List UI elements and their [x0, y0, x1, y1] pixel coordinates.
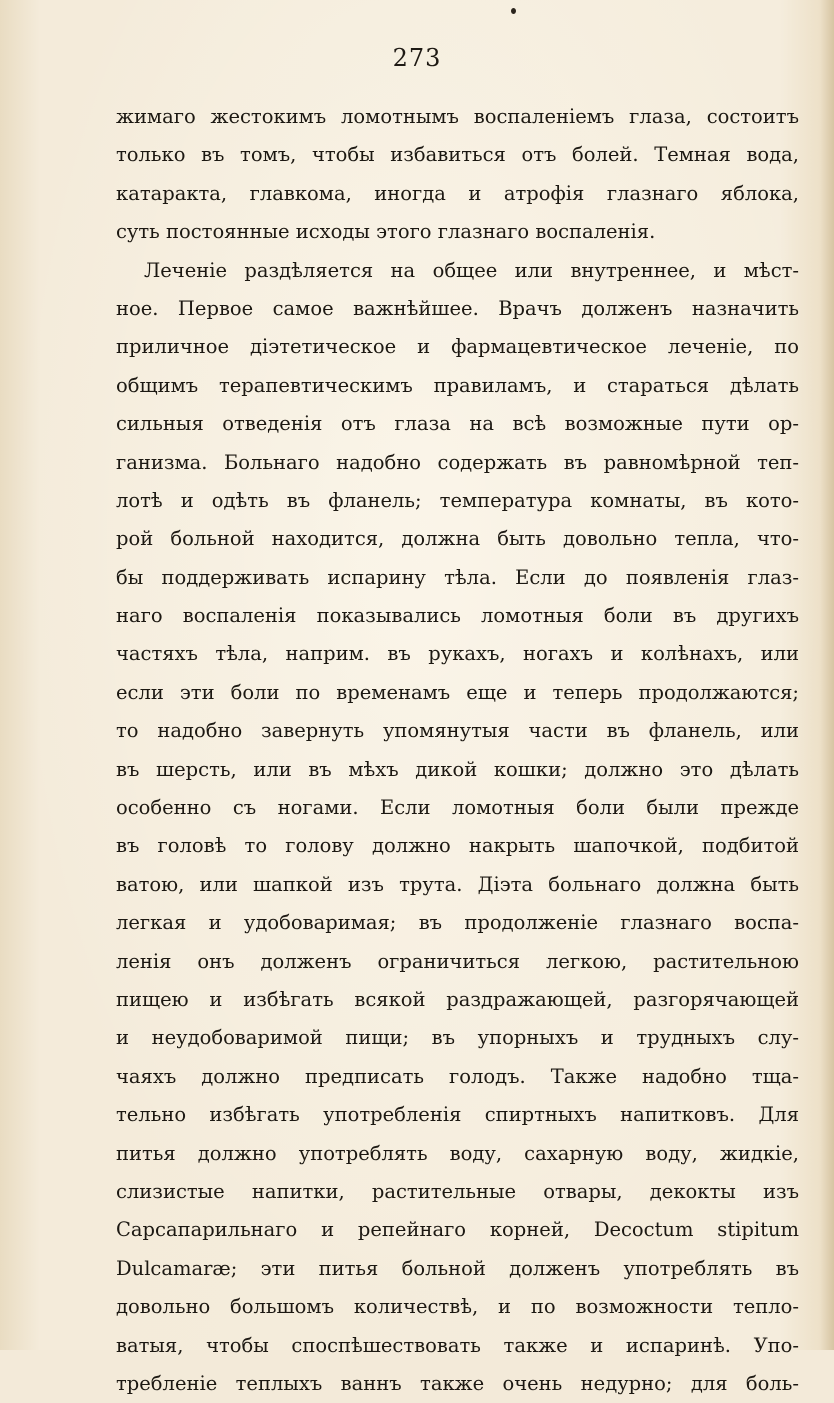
text-line: въ шерсть, или въ мѣхъ дикой кошки; должно это дѣлать	[116, 757, 799, 781]
page-number: 273	[392, 44, 442, 72]
text-line: ватою, или шапкой изъ трута. Діэта больнаго должна быть	[116, 872, 799, 896]
text-line: рой больной находится, должна быть довольно тепла, что-	[116, 527, 799, 551]
text-line: общимъ терапевтическимъ правиламъ, и стараться дѣлать	[116, 373, 799, 397]
text-line: только въ томъ, чтобы избавиться отъ болей. Темная вода,	[116, 143, 799, 167]
text-line: суть постоянные исходы этого глазнаго воспаленія.	[116, 220, 656, 244]
text-line: ватыя, чтобы споспѣшествовать также и испаринѣ. Упо-	[116, 1333, 799, 1357]
text-line: ное. Первое самое важнѣйшее. Врачъ долженъ назначить	[116, 296, 799, 320]
text-line: сильныя отведенія отъ глаза на всѣ возможные пути ор-	[116, 412, 799, 436]
text-line: легкая и удобоваримая; въ продолженіе глазнаго воспа-	[116, 911, 799, 935]
page-edge-shadow	[820, 0, 834, 1350]
text-line: частяхъ тѣла, наприм. въ рукахъ, ногахъ и колѣнахъ, или	[116, 642, 799, 666]
text-line: наго воспаленія показывались ломотныя боли въ другихъ	[116, 604, 799, 628]
text-line: если эти боли по временамъ еще и теперь продолжаются;	[116, 680, 799, 704]
text-line: катаракта, главкома, иногда и атрофія глазнаго яблока,	[116, 181, 799, 205]
text-line: пищею и избѣгать всякой раздражающей, разгорячающей	[116, 987, 799, 1011]
text-line: ганизма. Больнаго надобно содержать въ равномѣрной теп-	[116, 450, 799, 474]
text-line: приличное діэтетическое и фармацевтическое леченіе, по	[116, 335, 799, 359]
text-line: слизистые напитки, растительные отвары, декокты изъ	[116, 1179, 799, 1203]
ink-dot	[511, 8, 516, 14]
text-line: бы поддерживать испарину тѣла. Если до появленія глаз-	[116, 565, 799, 589]
text-line: въ головѣ то голову должно накрыть шапочкой, подбитой	[116, 834, 799, 858]
text-line: требленіе теплыхъ ваннъ также очень недурно; для боль-	[116, 1371, 799, 1395]
text-line: Сарсапарильнаго и репейнаго корней, Decoctum stipitum	[116, 1218, 799, 1242]
text-line: и неудобоваримой пищи; въ упорныхъ и трудныхъ слу-	[116, 1026, 799, 1050]
body-text	[116, 98, 799, 1403]
text-line: тельно избѣгать употребленія спиртныхъ напитковъ. Для	[116, 1103, 799, 1127]
text-line: питья должно употреблять воду, сахарную воду, жидкіе,	[116, 1141, 799, 1165]
text-line: лотѣ и одѣть въ фланель; температура комнаты, въ кото-	[116, 488, 799, 512]
text-line: жимаго жестокимъ ломотнымъ воспаленіемъ глаза, состоитъ	[116, 105, 799, 128]
text-line: Dulcamaræ; эти питья больной долженъ употреблять въ	[116, 1256, 799, 1280]
text-line: ленія онъ долженъ ограничиться легкою, растительною	[116, 949, 799, 973]
text-line: довольно большомъ количествѣ, и по возможности тепло-	[116, 1295, 799, 1319]
text-line: Леченіе раздѣляется на общее или внутреннее, и мѣст-	[144, 258, 799, 282]
text-line: то надобно завернуть упомянутыя части въ фланель, или	[116, 719, 799, 743]
text-line: чаяхъ должно предписать голодъ. Также надобно тща-	[116, 1064, 799, 1088]
text-line: особенно съ ногами. Если ломотныя боли были прежде	[116, 796, 799, 820]
